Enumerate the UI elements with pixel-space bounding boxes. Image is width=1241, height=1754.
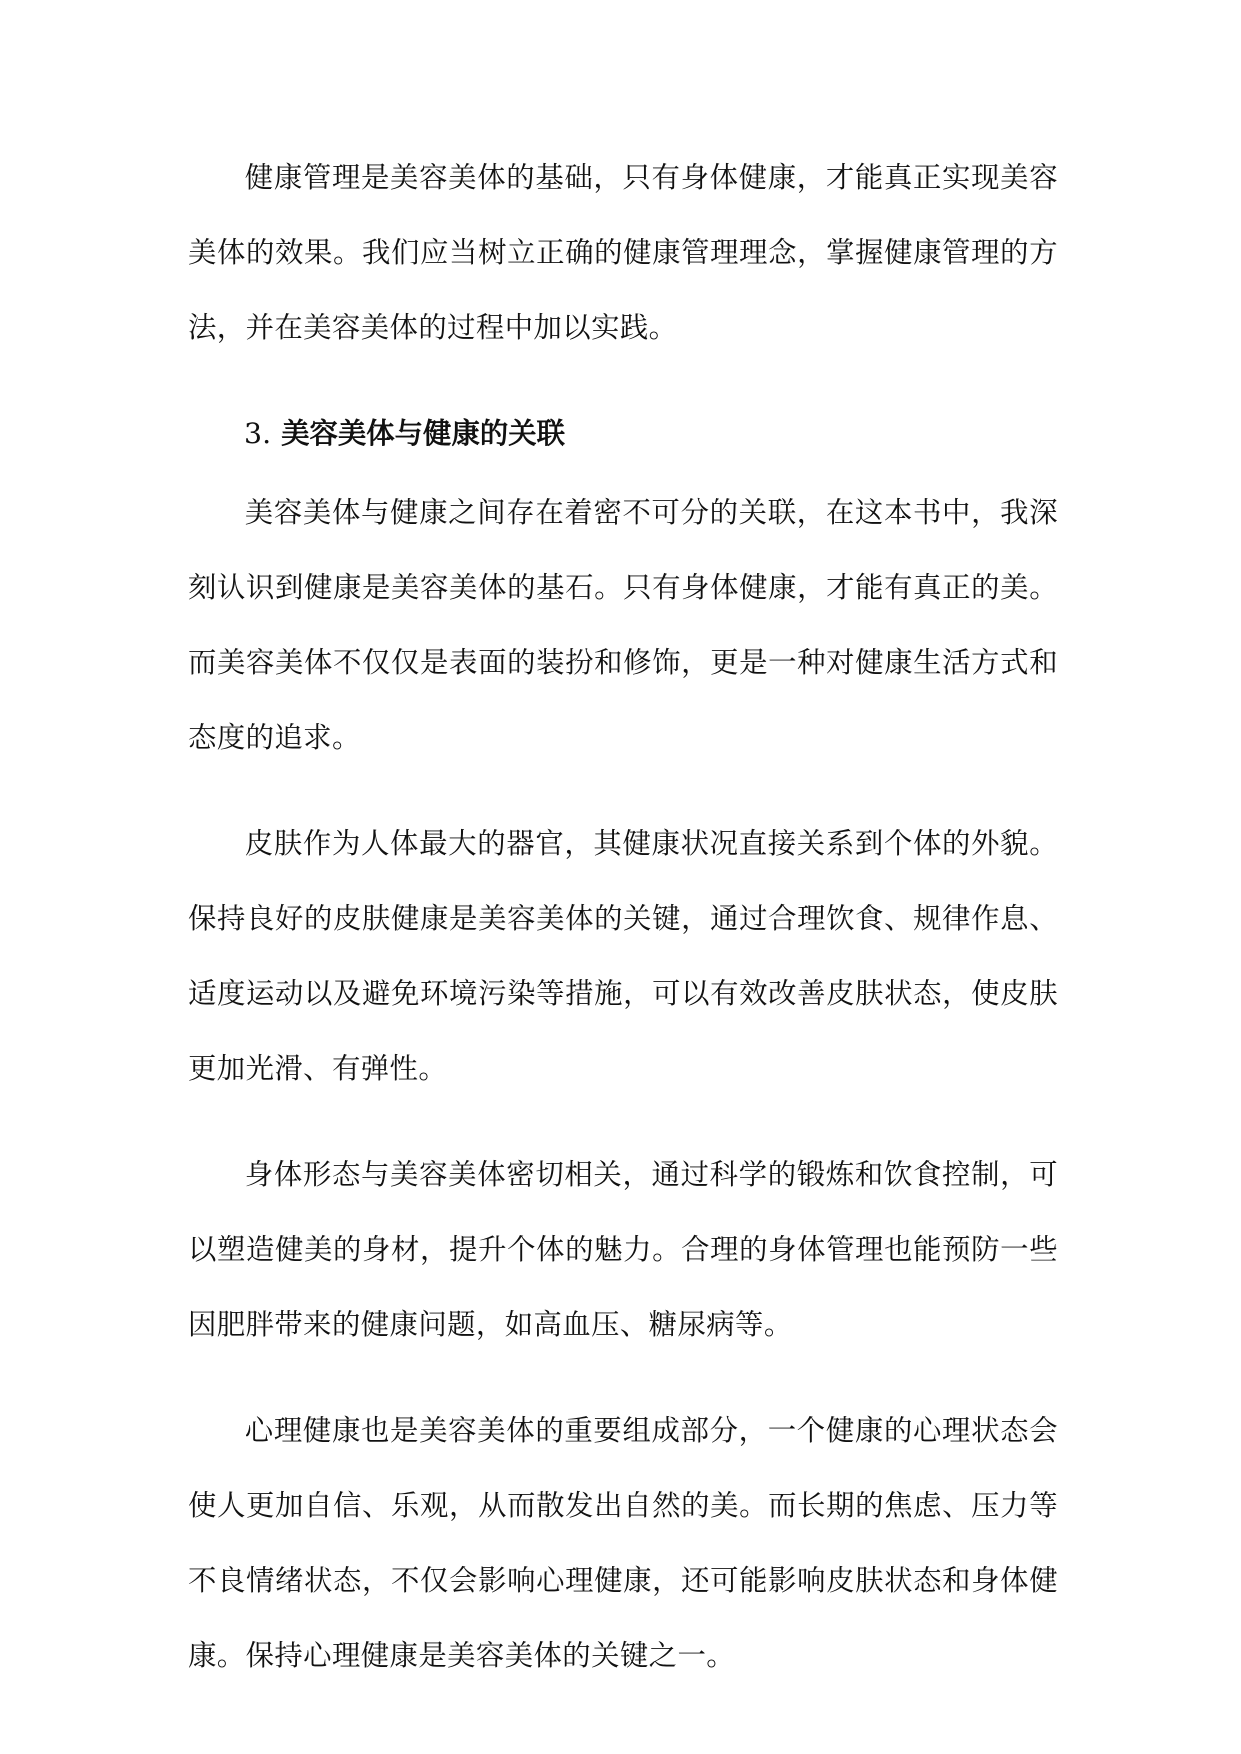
- text-column: [188, 140, 1058, 1724]
- section-number: 3.: [244, 417, 272, 450]
- section-paragraph-4: 心理健康也是美容美体的重要组成部分，一个健康的心理状态会使人更加自信、乐观，从而散发出自然的美。而长期的焦虑、压力等不良情绪状态，不仅会影响心理健康，还可能影响皮肤状态和身体健康。保持心理健康是美容美体的关键之一。: [188, 1414, 1058, 1672]
- section-paragraph-1: 美容美体与健康之间存在着密不可分的关联，在这本书中，我深刻认识到健康是美容美体的基石。只有身体健康，才能有真正的美。而美容美体不仅仅是表面的装扮和修饰，更是一种对健康生活方式和态度的追求。: [188, 496, 1058, 754]
- intro-paragraph: 健康管理是美容美体的基础，只有身体健康，才能真正实现美容美体的效果。我们应当树立正确的健康管理理念，掌握健康管理的方法，并在美容美体的过程中加以实践。: [188, 161, 1058, 344]
- section-title: 美容美体与健康的关联: [281, 417, 566, 450]
- section-heading: [188, 396, 1058, 471]
- section-paragraph-3: 身体形态与美容美体密切相关，通过科学的锻炼和饮食控制，可以塑造健美的身材，提升个体的魅力。合理的身体管理也能预防一些因肥胖带来的健康问题，如高血压、糖尿病等。: [188, 1158, 1058, 1341]
- section-paragraph-2: 皮肤作为人体最大的器官，其健康状况直接关系到个体的外貌。保持良好的皮肤健康是美容美体的关键，通过合理饮食、规律作息、适度运动以及避免环境污染等措施，可以有效改善皮肤状态，使皮肤更加光滑、有弹性。: [188, 827, 1058, 1085]
